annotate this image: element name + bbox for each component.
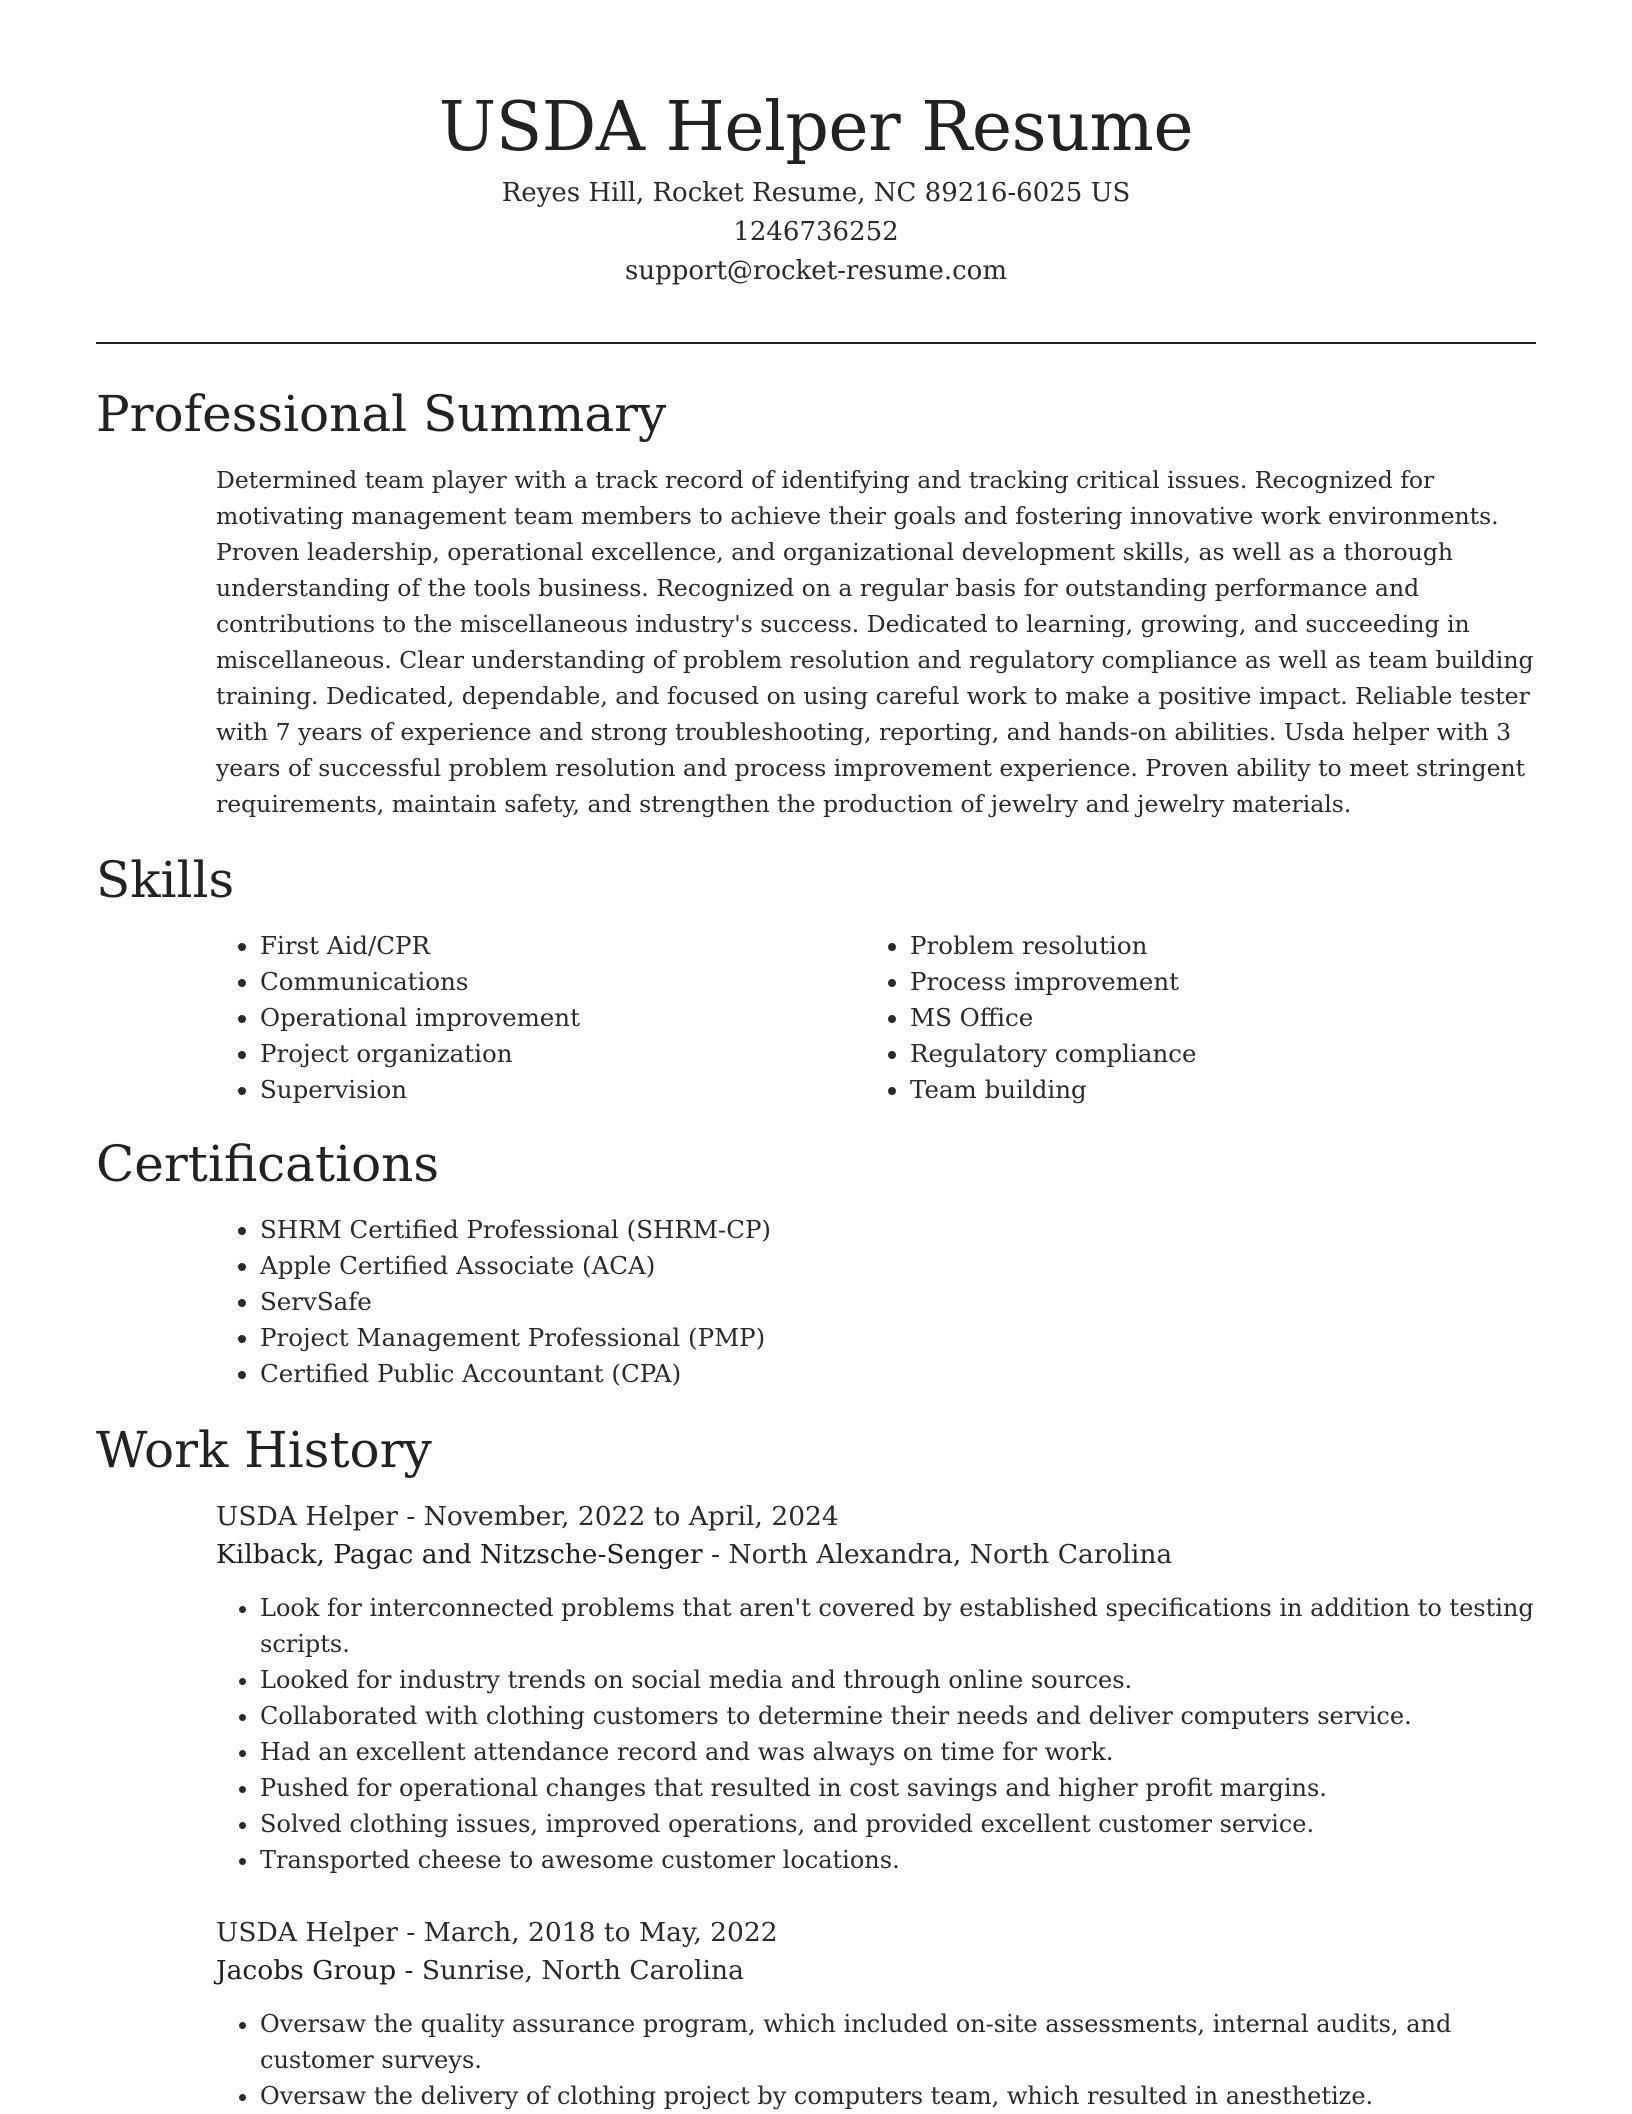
certifications-heading: Certifications (96, 1135, 440, 1193)
certifications-block (216, 1212, 1216, 1392)
job-separator: - (396, 1955, 422, 1986)
certification-item: • Certified Public Accountant (CPA) (260, 1356, 1216, 1392)
skill-item: • Supervision (260, 1072, 856, 1108)
job-dates: March, 2018 to May, 2022 (423, 1917, 778, 1948)
contact-address: Reyes Hill, Rocket Resume, NC 89216-6025 US (501, 178, 1131, 208)
skills-left-list (216, 928, 856, 1108)
skills-left-column (216, 928, 856, 1108)
summary-text: Determined team player with a track record of identifying and tracking critical issues. Recognized for motivating management team members to achieve their goals and fostering innovative work environments. Proven leadership, operational excellence, and organizational development skills, as well as a thorough understanding of the tools business. Recognized on a regular basis for outstanding performance and contributions to the miscellaneous industry's success. Dedicated to learning, growing, and succeeding in miscellaneous. Clear understanding of problem resolution and regulatory compliance as well as team building training. Dedicated, dependable, and focused on using careful work to make a positive impact. Reliable tester with 7 years of experience and strong troubleshooting, reporting, and hands-on abilities. Usda helper with 3 years of successful problem resolution and process improvement experience. Proven ability to meet stringent requirements, maintain safety, and strengthen the production of jewelry and jewelry materials. (216, 466, 1534, 818)
job-title: USDA Helper (216, 1501, 398, 1532)
skill-item: • Problem resolution (910, 928, 1506, 964)
job-separator: - (702, 1539, 729, 1570)
skill-item: • Team building (910, 1072, 1506, 1108)
skill-item: • Regulatory compliance (910, 1036, 1506, 1072)
job-company-line (216, 1952, 1546, 1990)
certification-item: • Apple Certified Associate (ACA) (260, 1248, 1216, 1284)
skills-right-column (866, 928, 1506, 1108)
contact-email: support@rocket-resume.com (624, 256, 1007, 286)
summary-heading: Professional Summary (96, 385, 667, 443)
job-entry (216, 1914, 1546, 2114)
skill-item: • Process improvement (910, 964, 1506, 1000)
job-separator: - (397, 1501, 424, 1532)
job-location: Sunrise, North Carolina (421, 1955, 744, 1986)
job-duty: • Solved clothing issues, improved operations, and provided excellent customer service. (260, 1806, 1546, 1842)
job-company: Kilback, Pagac and Nitzsche-Senger (216, 1539, 703, 1570)
job-duties-list (216, 1590, 1546, 1878)
job-duty: • Had an excellent attendance record and was always on time for work. (260, 1734, 1546, 1770)
certification-item: • ServSafe (260, 1284, 1216, 1320)
header-divider (96, 342, 1536, 344)
job-title: USDA Helper (216, 1917, 398, 1948)
job-location: North Alexandra, North Carolina (728, 1539, 1173, 1570)
skill-item: • Operational improvement (260, 1000, 856, 1036)
skills-heading: Skills (96, 851, 235, 909)
job-entry (216, 1498, 1546, 1878)
skill-item: • Communications (260, 964, 856, 1000)
job-duty: • Oversaw the delivery of clothing project by computers team, which resulted in anesthetize. (260, 2078, 1546, 2114)
contact-block (0, 174, 1632, 291)
skills-right-list (866, 928, 1506, 1108)
certification-item: • Project Management Professional (PMP) (260, 1320, 1216, 1356)
resume-header (0, 0, 1632, 291)
skill-item: • MS Office (910, 1000, 1506, 1036)
job-duty: • Oversaw the quality assurance program, which included on-site assessments, internal audits, and customer surveys. (260, 2006, 1546, 2078)
certifications-list (216, 1212, 1216, 1392)
skill-item: • Project organization (260, 1036, 856, 1072)
certification-item: • SHRM Certified Professional (SHRM-CP) (260, 1212, 1216, 1248)
job-duty: • Looked for industry trends on social media and through online sources. (260, 1662, 1546, 1698)
job-company: Jacobs Group (216, 1955, 397, 1986)
job-duty: • Pushed for operational changes that resulted in cost savings and higher profit margins. (260, 1770, 1546, 1806)
job-company-line (216, 1536, 1546, 1574)
job-separator: - (397, 1917, 424, 1948)
work-history-heading: Work History (96, 1421, 432, 1479)
job-duty: • Transported cheese to awesome customer locations. (260, 1842, 1546, 1878)
resume-name: USDA Helper Resume (438, 88, 1194, 167)
skill-item: • First Aid/CPR (260, 928, 856, 964)
job-title-line (216, 1914, 1546, 1952)
contact-phone: 1246736252 (733, 217, 899, 247)
job-dates: November, 2022 to April, 2024 (423, 1501, 839, 1532)
job-title-line (216, 1498, 1546, 1536)
job-duty: • Collaborated with clothing customers to determine their needs and deliver computers service. (260, 1698, 1546, 1734)
job-duty: • Look for interconnected problems that aren't covered by established specifications in addition to testing scripts. (260, 1590, 1546, 1662)
job-duties-list (216, 2006, 1546, 2114)
